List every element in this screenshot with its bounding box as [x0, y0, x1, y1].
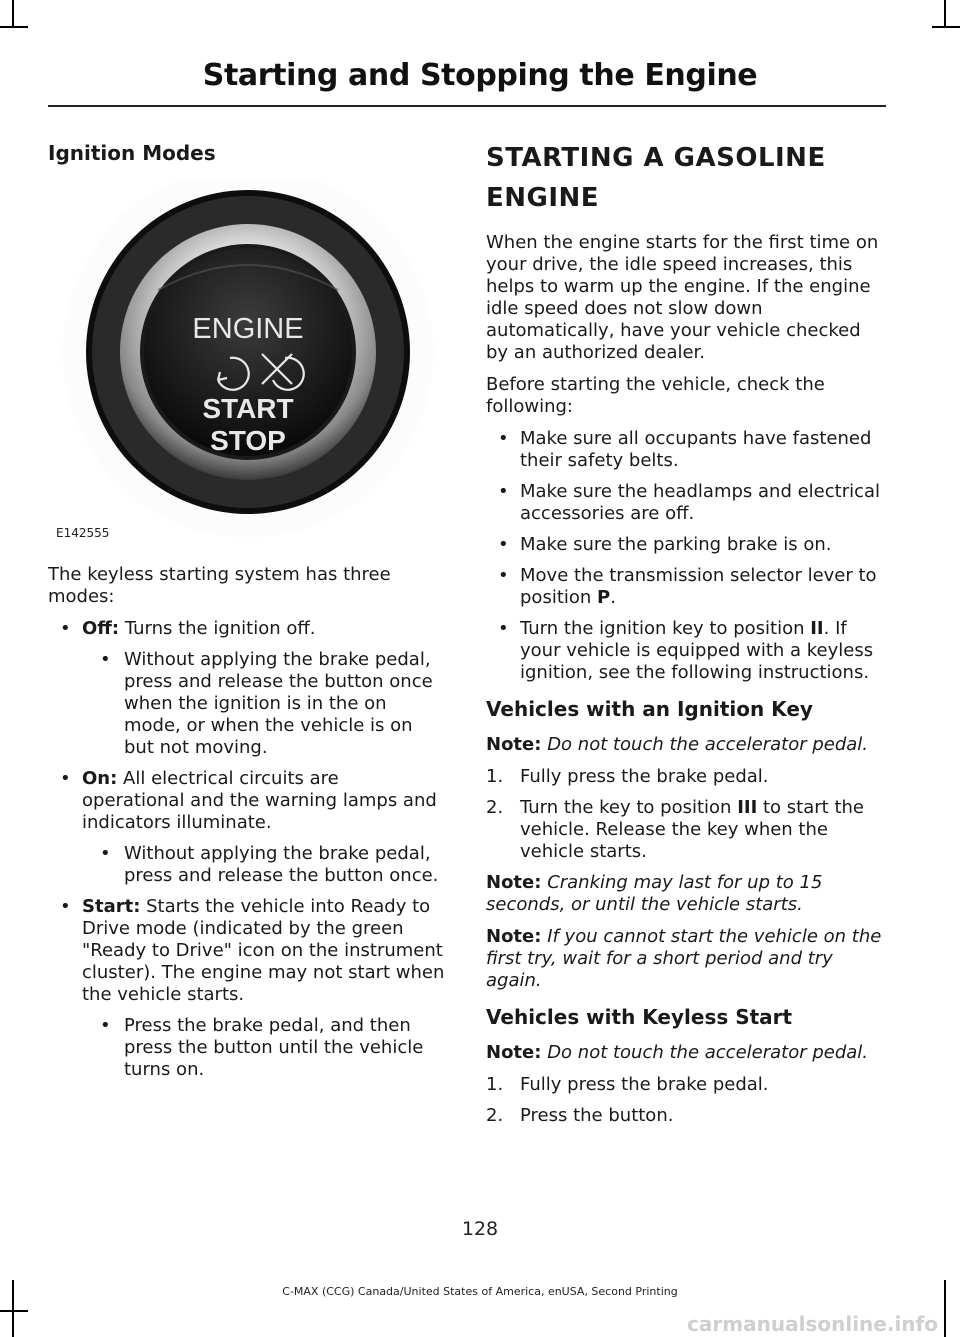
list-item [48, 618, 446, 640]
list-item [486, 481, 884, 525]
note [486, 734, 884, 756]
intro-text: The keyless starting system has three modes: [48, 564, 391, 607]
note-label: Note: [486, 1042, 542, 1063]
page-number: 128 [461, 1218, 499, 1240]
check-text: Make sure the headlamps and electrical accessories are off. [520, 481, 881, 524]
sub-heading: Vehicles with an Ignition Key [486, 697, 813, 721]
note-text: Cranking may last for up to 15 seconds, or until the vehicle starts. [486, 872, 823, 915]
step-number: 1. [486, 766, 504, 787]
step-text: Fully press the brake pedal. [520, 1074, 769, 1095]
list-item [48, 896, 446, 1006]
note-text: Do not touch the accelerator pedal. [547, 734, 869, 755]
start-label: START [202, 393, 294, 424]
check-bold: II [810, 618, 824, 639]
bullet-marker: • [100, 843, 111, 864]
note-text: If you cannot start the vehicle on the first try, wait for a short period and try again. [486, 926, 882, 991]
header-divider [48, 105, 886, 107]
step-bold: III [737, 797, 758, 818]
list-item [486, 766, 884, 788]
list-item [486, 618, 884, 684]
check-text: Move the transmission selector lever to position [520, 565, 877, 608]
mode-sub: Without applying the brake pedal, press and release the button once. [124, 843, 439, 886]
bullet-marker: • [60, 896, 71, 917]
note [486, 926, 884, 992]
mode-desc: Turns the ignition off. [119, 618, 316, 639]
engine-start-stop-button-illustration [48, 180, 446, 550]
check-text: Turn the ignition key to position [520, 618, 811, 639]
paragraph: When the engine starts for the first time on your drive, the idle speed increases, this helps to warm up the engine. If the engine idle speed does not slow down automatically, have your vehicle checked by an authorized dealer. [486, 232, 879, 363]
bullet-marker: • [100, 1015, 111, 1036]
list-item [486, 1105, 884, 1127]
note [486, 1042, 884, 1064]
crop-mark [944, 0, 946, 28]
bullet-marker: • [60, 618, 71, 639]
engine-button-figure [48, 180, 446, 550]
step-number: 2. [486, 1105, 504, 1126]
check-after: . If your vehicle is equipped with a keyless ignition, see the following instructions. [520, 618, 874, 683]
engine-label: ENGINE [192, 313, 304, 345]
step-text: to start the vehicle. Release the key when the vehicle starts. [520, 797, 864, 862]
footer-text: C-MAX (CCG) Canada/United States of America, enUSA, Second Printing [282, 1285, 678, 1298]
list-item [486, 428, 884, 472]
step-text: Press the button. [520, 1105, 674, 1126]
bullet-marker: • [100, 649, 111, 670]
paragraph: Before starting the vehicle, check the following: [486, 374, 825, 417]
figure-id-label: E142555 [56, 526, 110, 540]
major-heading-line: ENGINE [486, 183, 600, 213]
bullet-marker: • [498, 565, 509, 586]
list-item [486, 534, 884, 556]
crop-mark [12, 0, 14, 28]
list-item [48, 768, 446, 834]
list-item [486, 797, 884, 863]
mode-term: Start: [82, 896, 141, 917]
mode-sub: Without applying the brake pedal, press and release the button once when the ignition is in the on mode, or when the vehicle is on but not moving. [124, 649, 433, 758]
step-text: Fully press the brake pedal. [520, 766, 769, 787]
note-text: Do not touch the accelerator pedal. [547, 1042, 869, 1063]
list-item [48, 649, 446, 759]
step-number: 1. [486, 1074, 504, 1095]
list-item [48, 1015, 446, 1081]
bullet-marker: • [498, 428, 509, 449]
major-heading [486, 142, 884, 214]
mode-desc: Starts the vehicle into Ready to Drive mode (indicated by the green "Ready to Drive" icon on the instrument cluster). The engine may not start when the vehicle starts. [82, 896, 445, 1005]
section-heading: Ignition Modes [48, 141, 216, 165]
note-label: Note: [486, 926, 542, 947]
list-item [486, 1074, 884, 1096]
list-item [486, 565, 884, 609]
right-column [486, 140, 884, 1136]
major-heading-line: STARTING A GASOLINE [486, 143, 826, 173]
check-after: . [610, 587, 616, 608]
check-bold: P [597, 587, 611, 608]
mode-term: Off: [82, 618, 120, 639]
list-item [48, 843, 446, 887]
mode-desc: All electrical circuits are operational and the warning lamps and indicators illuminate. [82, 768, 437, 833]
left-column [48, 140, 446, 1090]
mode-sub: Press the brake pedal, and then press the button until the vehicle turns on. [124, 1015, 424, 1080]
mode-term: On: [82, 768, 118, 789]
bullet-marker: • [498, 618, 509, 639]
crop-mark [0, 26, 28, 28]
note-label: Note: [486, 734, 542, 755]
step-text: Turn the key to position [520, 797, 738, 818]
watermark: carmanualsonline.info [687, 1312, 938, 1336]
bullet-marker: • [60, 768, 71, 789]
page-title: Starting and Stopping the Engine [202, 58, 758, 93]
step-number: 2. [486, 797, 504, 818]
check-text: Make sure the parking brake is on. [520, 534, 832, 555]
note-label: Note: [486, 872, 542, 893]
note [486, 872, 884, 916]
sub-heading: Vehicles with Keyless Start [486, 1005, 793, 1029]
stop-label: STOP [210, 425, 286, 456]
crop-mark [0, 1310, 28, 1312]
check-text: Make sure all occupants have fastened their safety belts. [520, 428, 872, 471]
crop-mark [932, 26, 960, 28]
bullet-marker: • [498, 534, 509, 555]
bullet-marker: • [498, 481, 509, 502]
